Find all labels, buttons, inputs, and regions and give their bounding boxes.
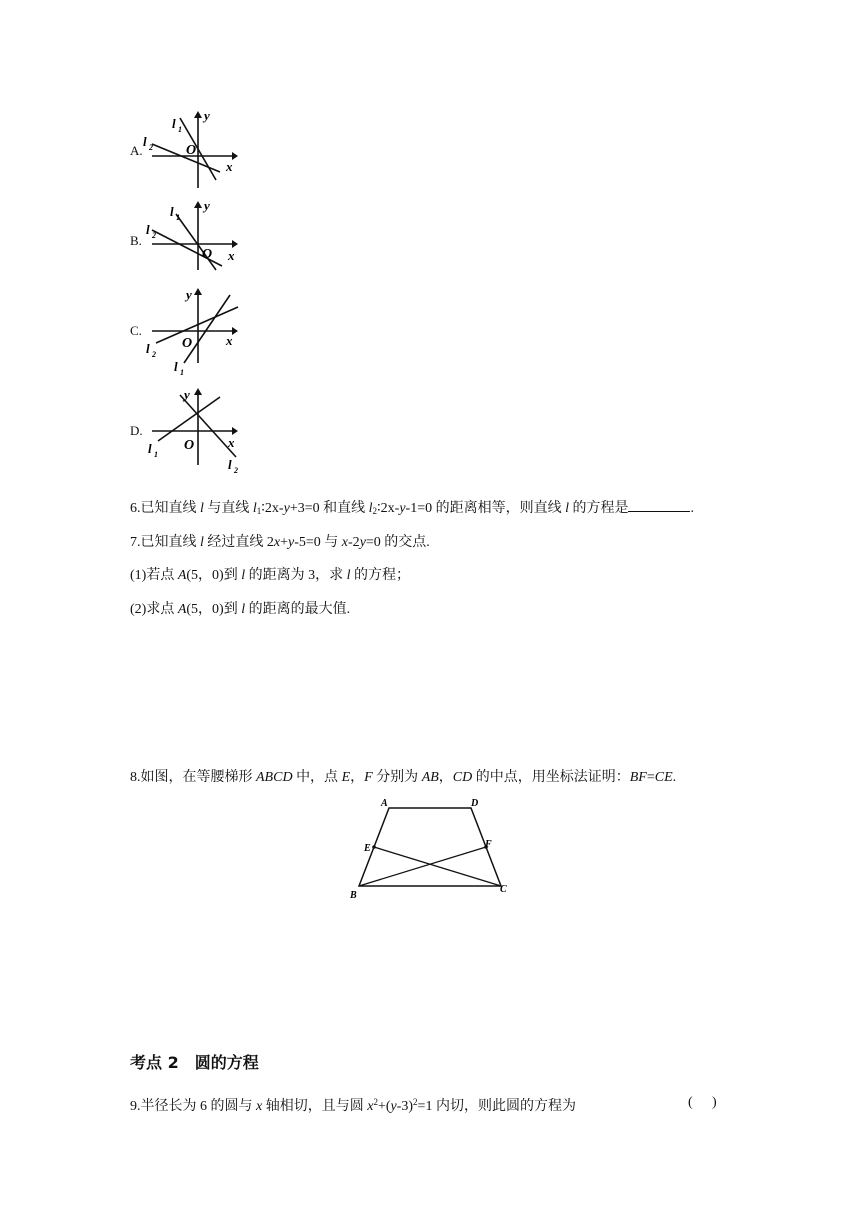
- option-c-graph: [140, 285, 240, 377]
- option-d-label: D.: [130, 423, 143, 438]
- vertex-b-label: B: [350, 890, 357, 901]
- option-a-label: A.: [130, 143, 143, 158]
- l1-label: l: [174, 359, 178, 374]
- axis-y-label: y: [204, 198, 210, 213]
- l1-label: l: [170, 204, 174, 219]
- option-c-label: C.: [130, 323, 142, 338]
- svg-text:2: 2: [152, 231, 156, 240]
- origin-label: O: [182, 336, 193, 351]
- svg-text:1: 1: [180, 368, 184, 377]
- trapezoid-figure: [345, 794, 515, 904]
- point-e-label: E: [364, 843, 371, 854]
- question-8: 8.如图，在等腰梯形 ABCD 中，点 E，F 分别为 AB，CD 的中点，用坐标法证明：BF=CE.: [130, 770, 677, 785]
- l1-label: l: [172, 116, 176, 131]
- origin-label: O: [202, 247, 213, 262]
- svg-text:2: 2: [149, 143, 153, 152]
- axis-y-label: y: [204, 108, 210, 123]
- point-f-label: F: [485, 839, 492, 850]
- question-7: 7.已知直线 l 经过直线 2x+y-5=0 与 x-2y=0 的交点.: [130, 535, 430, 550]
- l2-label: l: [146, 341, 150, 356]
- svg-text:2: 2: [234, 466, 238, 475]
- option-d-graph: [140, 385, 240, 477]
- question-9: 9.半径长为 6 的圆与 x 轴相切，且与圆 $x^2+(y-3)^2=1$ 内切，则此圆的方程为: [130, 1097, 576, 1114]
- origin-label: O: [186, 143, 197, 158]
- option-b-label: B.: [130, 233, 142, 248]
- axis-y-label: y: [186, 287, 192, 302]
- answer-blank[interactable]: [628, 497, 690, 512]
- svg-text:2: 2: [152, 350, 156, 359]
- svg-text:1: 1: [178, 125, 182, 134]
- svg-text:1: 1: [176, 213, 180, 222]
- answer-parentheses[interactable]: ( ): [688, 1095, 717, 1110]
- question-7-part-1: (1)若点 A(5，0)到 l 的距离为 3，求 l 的方程；: [130, 568, 410, 583]
- line-l1: [158, 397, 220, 441]
- l2-label: l: [143, 134, 147, 149]
- vertex-d-label: D: [471, 798, 479, 809]
- axis-x-label: x: [228, 248, 235, 263]
- line-l1: [184, 295, 230, 363]
- origin-label: O: [184, 438, 195, 453]
- vertex-a-label: A: [381, 798, 388, 809]
- axis-y-label: y: [184, 387, 190, 402]
- svg-text:1: 1: [154, 450, 158, 459]
- question-7-part-2: (2)求点 A(5，0)到 l 的距离的最大值.: [130, 602, 351, 617]
- axis-x-label: x: [226, 333, 233, 348]
- vertex-c-label: C: [500, 884, 507, 895]
- l2-label: l: [228, 457, 232, 472]
- question-6: 6.已知直线 l 与直线 $l_1∶2x-y+3=0$ 和直线 $l_2∶2x-y-1=0$ 的距离相等，则直线 l 的方程是 .: [130, 497, 694, 517]
- section-heading: 考点 2 圆的方程: [130, 1053, 259, 1072]
- option-b-graph: [140, 198, 240, 278]
- l1-label: l: [148, 441, 152, 456]
- option-a-graph: [140, 108, 240, 188]
- axis-x-label: x: [228, 435, 235, 450]
- l2-label: l: [146, 222, 150, 237]
- axis-x-label: x: [226, 159, 233, 174]
